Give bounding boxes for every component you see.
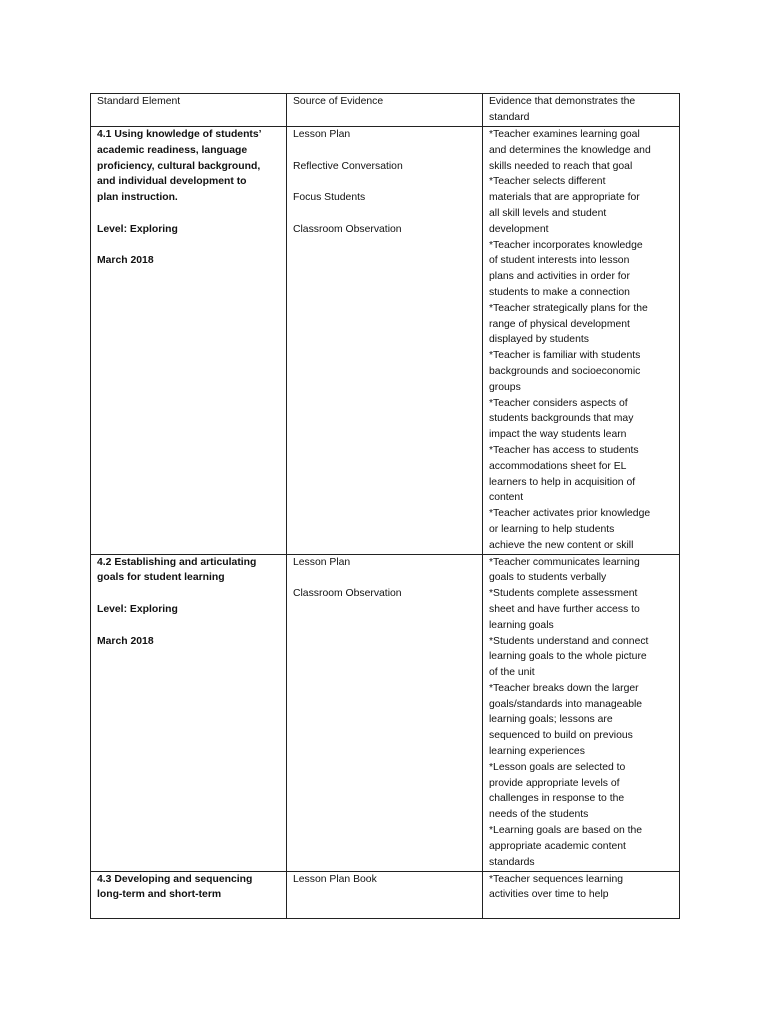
header-text: Standard Element bbox=[97, 96, 181, 107]
evidence-text: goals to students verbally bbox=[489, 572, 607, 584]
evidence-text: materials that are appropriate for bbox=[489, 192, 640, 204]
source-text: Lesson Plan bbox=[293, 129, 351, 140]
evidence-text: needs of the students bbox=[489, 809, 589, 821]
evidence-text: plans and activities in order for bbox=[489, 271, 630, 283]
header-source-of-evidence bbox=[287, 94, 483, 127]
source-text: Focus Students bbox=[293, 192, 366, 204]
level-text: Level: Exploring bbox=[97, 223, 178, 235]
element-text: 4.1 Using knowledge of students’ bbox=[97, 129, 262, 140]
standard-element-cell bbox=[91, 871, 287, 918]
evidence-text: learning goals bbox=[489, 619, 554, 631]
evidence-text: *Teacher considers aspects of bbox=[489, 397, 628, 409]
element-text: plan instruction. bbox=[97, 192, 178, 204]
source-cell bbox=[287, 871, 483, 918]
source-cell bbox=[287, 127, 483, 555]
evidence-text: achieve the new content or skill bbox=[489, 539, 634, 551]
evidence-text: *Teacher strategically plans for the bbox=[489, 302, 648, 314]
header-standard-element bbox=[91, 94, 287, 127]
evidence-text: development bbox=[489, 223, 549, 235]
evidence-text: groups bbox=[489, 381, 521, 393]
evidence-text: and determines the knowledge and bbox=[489, 144, 651, 156]
evidence-text: *Teacher is familiar with students bbox=[489, 350, 641, 362]
element-text: 4.3 Developing and sequencing bbox=[97, 873, 253, 885]
header-evidence bbox=[483, 94, 680, 127]
evidence-text: learning goals; lessons are bbox=[489, 714, 613, 726]
evidence-cell bbox=[483, 127, 680, 555]
table-header-row bbox=[91, 94, 680, 127]
evidence-text: *Lesson goals are selected to bbox=[489, 761, 626, 773]
source-cell bbox=[287, 554, 483, 871]
evidence-text: sequenced to build on previous bbox=[489, 730, 633, 742]
source-text: Reflective Conversation bbox=[293, 160, 403, 172]
evidence-cell bbox=[483, 871, 680, 918]
evidence-text: *Learning goals are based on the bbox=[489, 825, 643, 837]
table-row bbox=[91, 127, 680, 555]
date-text: March 2018 bbox=[97, 635, 154, 647]
evidence-text: standards bbox=[489, 856, 535, 868]
evidence-text: *Teacher selects different bbox=[489, 176, 606, 188]
source-text: Lesson Plan Book bbox=[293, 873, 377, 885]
evidence-text: accommodations sheet for EL bbox=[489, 460, 627, 472]
evidence-text: activities over time to help bbox=[489, 889, 609, 901]
evidence-text: *Teacher sequences learning bbox=[489, 873, 624, 885]
source-text: Classroom Observation bbox=[293, 588, 402, 600]
standard-element-cell bbox=[91, 554, 287, 871]
element-text: long-term and short-term bbox=[97, 889, 222, 901]
standard-element-cell bbox=[91, 127, 287, 555]
evidence-text: or learning to help students bbox=[489, 523, 615, 535]
evidence-text: of student interests into lesson bbox=[489, 255, 630, 267]
evidence-text: sheet and have further access to bbox=[489, 603, 640, 615]
evidence-text: goals/standards into manageable bbox=[489, 698, 643, 710]
evidence-text: students backgrounds that may bbox=[489, 413, 634, 425]
evidence-text: appropriate academic content bbox=[489, 840, 626, 852]
evidence-cell bbox=[483, 554, 680, 871]
element-text: goals for student learning bbox=[97, 572, 225, 584]
level-text: Level: Exploring bbox=[97, 603, 178, 615]
evidence-text: *Teacher has access to students bbox=[489, 444, 639, 456]
date-text: March 2018 bbox=[97, 255, 154, 267]
evidence-text: of the unit bbox=[489, 667, 535, 679]
evidence-text: all skill levels and student bbox=[489, 207, 607, 219]
evidence-text: provide appropriate levels of bbox=[489, 777, 620, 789]
element-text: proficiency, cultural background, bbox=[97, 160, 261, 172]
evidence-text: challenges in response to the bbox=[489, 793, 625, 805]
evidence-text: skills needed to reach that goal bbox=[489, 160, 633, 172]
element-text: academic readiness, language bbox=[97, 144, 248, 156]
evidence-text: *Students complete assessment bbox=[489, 588, 638, 600]
header-text: Source of Evidence bbox=[293, 96, 384, 107]
evidence-text: displayed by students bbox=[489, 334, 589, 346]
evidence-text: *Teacher examines learning goal bbox=[489, 129, 640, 140]
source-text: Classroom Observation bbox=[293, 223, 402, 235]
evidence-text: learners to help in acquisition of bbox=[489, 476, 636, 488]
evidence-text: *Teacher breaks down the larger bbox=[489, 682, 639, 694]
evidence-text: impact the way students learn bbox=[489, 429, 627, 441]
element-text: and individual development to bbox=[97, 176, 247, 188]
source-text: Lesson Plan bbox=[293, 556, 351, 568]
evidence-text: *Teacher communicates learning bbox=[489, 556, 640, 568]
evidence-table bbox=[90, 93, 680, 919]
evidence-text: range of physical development bbox=[489, 318, 630, 330]
element-text: 4.2 Establishing and articulating bbox=[97, 556, 257, 568]
evidence-text: *Teacher activates prior knowledge bbox=[489, 508, 651, 520]
header-text: Evidence that demonstrates the bbox=[489, 96, 636, 107]
evidence-text: content bbox=[489, 492, 524, 504]
table-row bbox=[91, 554, 680, 871]
evidence-text: learning experiences bbox=[489, 746, 585, 758]
evidence-text: students to make a connection bbox=[489, 286, 630, 298]
table-row bbox=[91, 871, 680, 918]
evidence-text: learning goals to the whole picture bbox=[489, 651, 647, 663]
evidence-text: backgrounds and socioeconomic bbox=[489, 365, 641, 377]
evidence-text: *Teacher incorporates knowledge bbox=[489, 239, 643, 251]
header-text: standard bbox=[489, 111, 530, 123]
evidence-text: *Students understand and connect bbox=[489, 635, 649, 647]
